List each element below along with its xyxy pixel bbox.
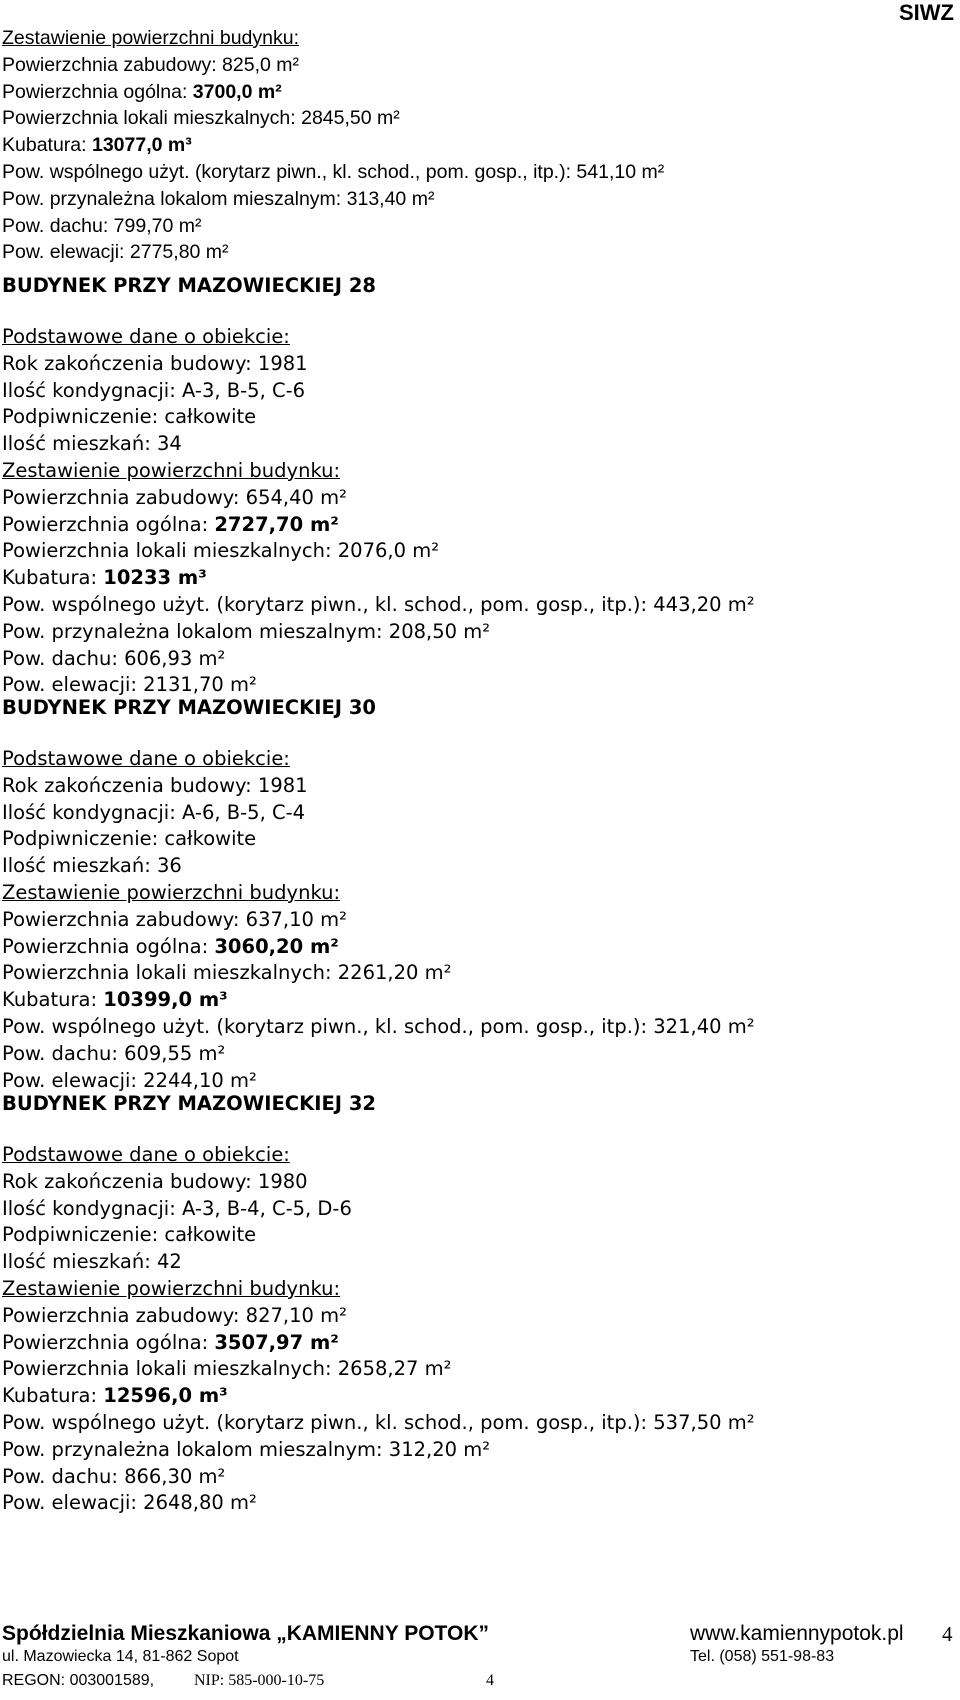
- nip: NIP: 585-000-10-75: [194, 1672, 325, 1689]
- basic-data-heading: Podstawowe dane o obiekcie:: [2, 747, 290, 770]
- basement: Podpiwniczenie: całkowite: [2, 1223, 257, 1247]
- volume: [2, 987, 755, 1014]
- area-common: Pow. wspólnego użyt. (korytarz piwn., kl. schod., pom. gosp., itp.): 321,40 m²: [2, 1014, 755, 1038]
- area-facade: Pow. elewacji: 2244,10 m²: [2, 1068, 257, 1092]
- completion-year: Rok zakończenia budowy: 1981: [2, 351, 308, 375]
- volume-label: Kubatura:: [2, 134, 92, 157]
- basic-data-heading: Podstawowe dane o obiekcie:: [2, 1143, 290, 1166]
- apartment-count: Ilość mieszkań: 34: [2, 432, 182, 456]
- basic-data-heading: Podstawowe dane o obiekcie:: [2, 325, 290, 348]
- area-assigned: Pow. przynależna lokalom mieszalnym: 313,40 m²: [2, 187, 435, 210]
- area-facade: Pow. elewacji: 2131,70 m²: [2, 673, 257, 697]
- top-building-summary: [2, 25, 664, 266]
- website-link[interactable]: www.kamiennypotok.pl: [690, 1622, 904, 1645]
- area-common: Pow. wspólnego użyt. (korytarz piwn., kl. schod., pom. gosp., itp.): 541,10 m²: [2, 160, 665, 183]
- area-residential: Powierzchnia lokali mieszkalnych: 2845,50 m²: [2, 107, 400, 130]
- area-facade: Pow. elewacji: 2775,80 m²: [2, 241, 229, 264]
- area-roof: Pow. dachu: 799,70 m²: [2, 214, 202, 237]
- volume-label: Kubatura:: [2, 988, 104, 1012]
- basement: Podpiwniczenie: całkowite: [2, 827, 257, 851]
- area-roof: Pow. dachu: 606,93 m²: [2, 646, 226, 670]
- area-common: Pow. wspólnego użyt. (korytarz piwn., kl. schod., pom. gosp., itp.): 443,20 m²: [2, 592, 755, 616]
- apartment-count: Ilość mieszkań: 42: [2, 1250, 182, 1274]
- page-number-bottom: 4: [486, 1672, 494, 1689]
- area-built: Powierzchnia zabudowy: 827,10 m²: [2, 1303, 347, 1327]
- area-facade: Pow. elewacji: 2648,80 m²: [2, 1491, 257, 1515]
- summary-heading: Zestawienie powierzchni budynku:: [2, 1276, 341, 1300]
- completion-year: Rok zakończenia budowy: 1980: [2, 1169, 308, 1193]
- area-common: Pow. wspólnego użyt. (korytarz piwn., kl. schod., pom. gosp., itp.): 537,50 m²: [2, 1410, 755, 1434]
- siwz-label: SIWZ: [899, 0, 954, 25]
- area-built: Powierzchnia zabudowy: 654,40 m²: [2, 485, 347, 509]
- area-total-value: 3507,97 m²: [214, 1330, 339, 1354]
- regon: REGON: 003001589,: [2, 1672, 155, 1689]
- area-assigned: Pow. przynależna lokalom mieszalnym: 312,20 m²: [2, 1437, 491, 1461]
- basement: Podpiwniczenie: całkowite: [2, 405, 257, 429]
- volume: [2, 1383, 755, 1410]
- area-assigned: Pow. przynależna lokalom mieszalnym: 208,50 m²: [2, 619, 491, 643]
- area-residential: Powierzchnia lokali mieszkalnych: 2658,27 m²: [2, 1357, 452, 1381]
- area-total-label: Powierzchnia ogólna:: [2, 934, 215, 958]
- volume: [2, 565, 755, 592]
- area-residential: Powierzchnia lokali mieszkalnych: 2261,20 m²: [2, 961, 452, 985]
- phone: Tel. (058) 551-98-83: [690, 1648, 835, 1665]
- building-32-section: [2, 1090, 755, 1517]
- building-title: BUDYNEK PRZY MAZOWIECKIEJ 28: [2, 274, 376, 297]
- volume-value: 10399,0 m³: [103, 988, 228, 1012]
- area-total-value: 3060,20 m²: [214, 934, 339, 958]
- summary-heading: Zestawienie powierzchni budynku:: [2, 27, 299, 49]
- storeys: Ilość kondygnacji: A-3, B-4, C-5, D-6: [2, 1196, 352, 1220]
- summary-heading: Zestawienie powierzchni budynku:: [2, 458, 341, 482]
- area-total-value: 2727,70 m²: [214, 512, 339, 536]
- page-number: 4: [942, 1622, 953, 1646]
- area-total-label: Powierzchnia ogólna:: [2, 1330, 215, 1354]
- completion-year: Rok zakończenia budowy: 1981: [2, 773, 308, 797]
- area-total-label: Powierzchnia ogólna:: [2, 512, 215, 536]
- volume-value: 12596,0 m³: [103, 1384, 228, 1408]
- area-total: [2, 934, 755, 961]
- volume-label: Kubatura:: [2, 566, 104, 590]
- building-28-section: [2, 272, 755, 699]
- volume-label: Kubatura:: [2, 1384, 104, 1408]
- storeys: Ilość kondygnacji: A-6, B-5, C-4: [2, 800, 306, 824]
- area-roof: Pow. dachu: 609,55 m²: [2, 1041, 226, 1065]
- area-total: [2, 1330, 755, 1357]
- cooperative-name: Spółdzielnia Mieszkaniowa „KAMIENNY POTOK”: [2, 1622, 489, 1645]
- building-30-section: [2, 694, 755, 1094]
- area-residential: Powierzchnia lokali mieszkalnych: 2076,0 m²: [2, 539, 440, 563]
- volume: [2, 132, 664, 159]
- area-total: [2, 512, 755, 539]
- area-roof: Pow. dachu: 866,30 m²: [2, 1464, 226, 1488]
- address: ul. Mazowiecka 14, 81-862 Sopot: [2, 1648, 239, 1665]
- area-built: Powierzchnia zabudowy: 637,10 m²: [2, 907, 347, 931]
- storeys: Ilość kondygnacji: A-3, B-5, C-6: [2, 378, 306, 402]
- volume-value: 13077,0 m³: [91, 134, 192, 157]
- building-title: BUDYNEK PRZY MAZOWIECKIEJ 30: [2, 696, 376, 719]
- apartment-count: Ilość mieszkań: 36: [2, 854, 182, 878]
- area-built: Powierzchnia zabudowy: 825,0 m²: [2, 53, 299, 76]
- area-total-label: Powierzchnia ogólna:: [2, 80, 193, 103]
- volume-value: 10233 m³: [103, 566, 207, 590]
- building-title: BUDYNEK PRZY MAZOWIECKIEJ 32: [2, 1092, 376, 1115]
- area-total-value: 3700,0 m²: [192, 80, 282, 103]
- area-total: [2, 79, 664, 106]
- summary-heading: Zestawienie powierzchni budynku:: [2, 880, 341, 904]
